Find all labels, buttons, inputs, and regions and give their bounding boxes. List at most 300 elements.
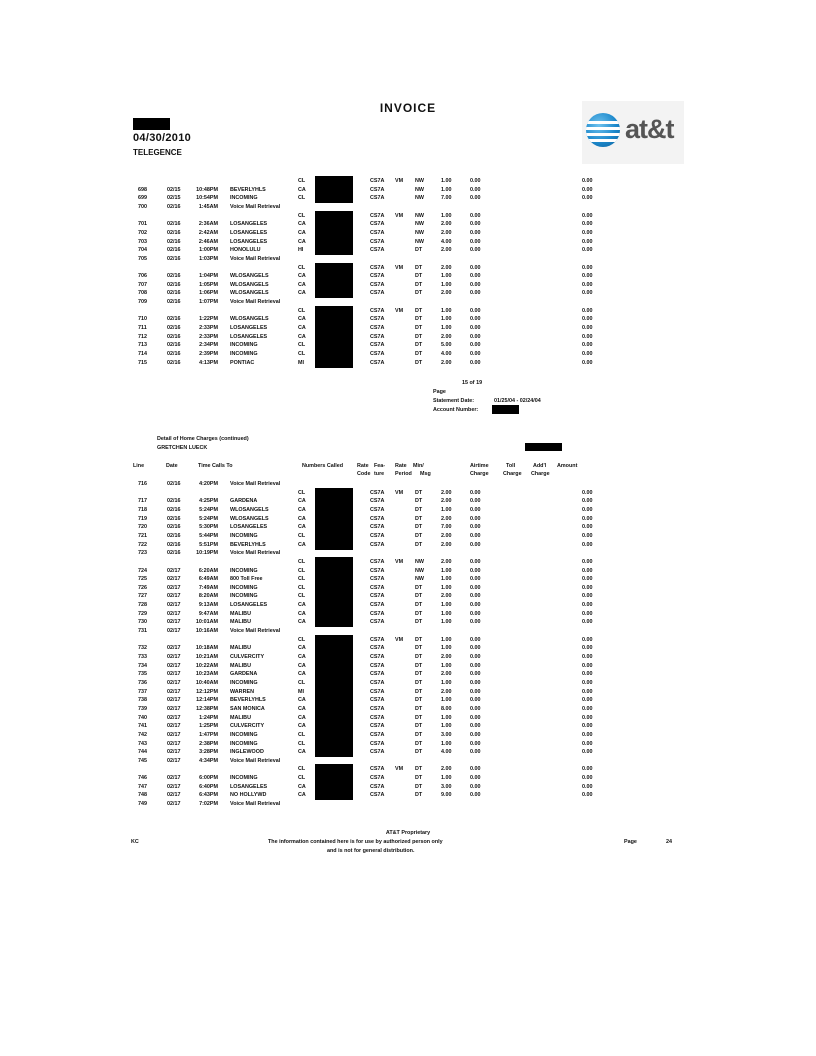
airtime-charge: 0.00 — [470, 610, 481, 617]
call-time: 10:01AM — [195, 619, 218, 626]
called-state: CL — [298, 178, 306, 184]
rate-period: DT — [415, 783, 423, 790]
called-state: MI — [298, 688, 304, 695]
call-date: 02/17 — [167, 783, 181, 790]
airtime-charge: 0.00 — [470, 524, 481, 531]
minutes: 2.00 — [441, 264, 452, 271]
rate-period: DT — [415, 705, 423, 712]
rate-code: CS7A — [370, 636, 385, 643]
minutes: 1.00 — [441, 186, 452, 193]
called-place: INCOMING — [230, 775, 258, 782]
amount: 0.00 — [582, 731, 593, 738]
table-row — [0, 358, 816, 368]
called-place: Voice Mail Retrieval — [230, 299, 281, 306]
call-time: 3:28PM — [199, 749, 218, 756]
rate-period: DT — [415, 654, 423, 660]
line-number: 743 — [138, 740, 147, 747]
rate-code: CS7A — [370, 186, 385, 193]
page-counter: 15 of 19 — [462, 380, 483, 386]
line-number: 698 — [138, 186, 147, 193]
airtime-charge: 0.00 — [470, 593, 481, 600]
called-state: CA — [298, 749, 306, 756]
call-time: 4:25PM — [199, 498, 218, 505]
rate-code: CS7A — [370, 506, 385, 513]
minutes: 2.00 — [441, 593, 452, 600]
minutes: 2.00 — [441, 333, 452, 340]
minutes: 2.00 — [441, 498, 452, 505]
airtime-charge: 0.00 — [470, 602, 481, 609]
airtime-charge: 0.00 — [470, 723, 481, 730]
amount: 0.00 — [582, 662, 593, 669]
airtime-charge: 0.00 — [470, 731, 481, 738]
line-number: 747 — [138, 783, 147, 790]
line-number: 701 — [138, 221, 147, 228]
col-rate-period-2: Period — [395, 471, 412, 477]
footer-page-label: Page — [624, 839, 637, 845]
line-number: 712 — [138, 333, 147, 340]
called-place: MALIBU — [230, 714, 251, 721]
rate-code: CS7A — [370, 654, 385, 660]
amount: 0.00 — [582, 775, 593, 782]
called-state: CL — [298, 740, 306, 747]
called-place: LOSANGELES — [230, 229, 268, 236]
col-feature: Fea- — [374, 463, 386, 469]
minutes: 1.00 — [441, 307, 452, 314]
col-rate-2: Code — [357, 471, 371, 477]
rate-code: CS7A — [370, 567, 385, 574]
call-time: 2:42AM — [198, 229, 218, 236]
call-time: 6:43PM — [199, 792, 218, 799]
airtime-charge: 0.00 — [470, 766, 481, 773]
call-time: 1:03PM — [199, 255, 218, 262]
minutes: 2.00 — [441, 766, 452, 773]
call-time: 8:20AM — [198, 593, 218, 600]
call-time: 1:04PM — [199, 273, 218, 280]
rate-code: CS7A — [370, 584, 385, 591]
line-number: 717 — [138, 498, 147, 505]
called-state: CL — [298, 584, 306, 591]
call-time: 10:19PM — [196, 550, 218, 557]
footer-page-number: 24 — [666, 839, 672, 845]
called-state: CA — [298, 186, 306, 193]
line-number: 722 — [138, 541, 147, 548]
minutes: 1.00 — [441, 584, 452, 591]
amount: 0.00 — [582, 229, 593, 236]
call-date: 02/17 — [167, 593, 181, 600]
col-toll-2: Charge — [503, 471, 522, 477]
rate-period: DT — [415, 792, 423, 799]
amount: 0.00 — [582, 567, 593, 574]
rate-code: CS7A — [370, 602, 385, 609]
airtime-charge: 0.00 — [470, 351, 481, 357]
call-date: 02/16 — [167, 221, 181, 228]
called-state: CA — [298, 325, 306, 332]
amount: 0.00 — [582, 532, 593, 539]
line-number: 739 — [138, 705, 147, 712]
footer-notice-1: The information contained here is for use by authorized person only — [268, 839, 443, 845]
called-state: CL — [298, 264, 306, 271]
called-place: MALIBU — [230, 662, 251, 669]
called-place: Voice Mail Retrieval — [230, 757, 281, 764]
airtime-charge: 0.00 — [470, 645, 481, 652]
line-number: 748 — [138, 792, 147, 799]
amount: 0.00 — [582, 238, 593, 245]
called-state: CA — [298, 290, 306, 297]
airtime-charge: 0.00 — [470, 688, 481, 695]
amount: 0.00 — [582, 515, 593, 522]
called-place: WLOSANGELS — [230, 506, 269, 513]
called-place: CULVERCITY — [230, 723, 265, 730]
airtime-charge: 0.00 — [470, 316, 481, 323]
called-state: CA — [298, 783, 306, 790]
call-date: 02/16 — [167, 515, 181, 522]
rate-code: CS7A — [370, 740, 385, 747]
line-number: 714 — [138, 351, 147, 357]
rate-code: CS7A — [370, 610, 385, 617]
minutes: 1.00 — [441, 662, 452, 669]
col-addl-2: Charge — [531, 471, 550, 477]
minutes: 5.00 — [441, 342, 452, 349]
rate-period: DT — [415, 662, 423, 669]
call-date: 02/17 — [167, 697, 181, 704]
call-date: 02/17 — [167, 705, 181, 712]
line-number: 720 — [138, 524, 147, 531]
call-date: 02/16 — [167, 316, 181, 323]
airtime-charge: 0.00 — [470, 333, 481, 340]
call-date: 02/17 — [167, 610, 181, 617]
airtime-charge: 0.00 — [470, 515, 481, 522]
rate-code: CS7A — [370, 671, 385, 678]
rate-period: DT — [415, 619, 423, 626]
rate-period: DT — [415, 723, 423, 730]
rate-code: CS7A — [370, 749, 385, 756]
rate-code: CS7A — [370, 645, 385, 652]
amount: 0.00 — [582, 524, 593, 531]
minutes: 1.00 — [441, 610, 452, 617]
call-time: 4:20PM — [199, 481, 218, 487]
called-state: CA — [298, 281, 306, 288]
amount: 0.00 — [582, 783, 593, 790]
rate-code: CS7A — [370, 247, 385, 254]
called-place: NO HOLLYWD — [230, 792, 267, 799]
rate-code: CS7A — [370, 264, 385, 271]
amount: 0.00 — [582, 307, 593, 314]
minutes: 4.00 — [441, 238, 452, 245]
rate-period: DT — [415, 273, 423, 280]
called-place: LOSANGELES — [230, 783, 268, 790]
called-state: CA — [298, 229, 306, 236]
call-time: 4:13PM — [199, 359, 218, 366]
minutes: 1.00 — [441, 506, 452, 513]
called-place: WLOSANGELS — [230, 316, 269, 323]
airtime-charge: 0.00 — [470, 775, 481, 782]
rate-period: NW — [415, 178, 424, 184]
call-time: 10:18AM — [195, 645, 218, 652]
minutes: 1.00 — [441, 316, 452, 323]
call-time: 4:34PM — [199, 757, 218, 764]
rate-period: DT — [415, 247, 423, 254]
rate-period: DT — [415, 316, 423, 323]
redaction-bar — [492, 405, 519, 414]
call-time: 7:49AM — [198, 584, 218, 591]
call-date: 02/17 — [167, 662, 181, 669]
rate-period: DT — [415, 766, 423, 773]
line-number: 713 — [138, 342, 147, 349]
line-number: 710 — [138, 316, 147, 323]
minutes: 2.00 — [441, 654, 452, 660]
called-place: Voice Mail Retrieval — [230, 801, 281, 808]
call-time: 2:46AM — [198, 238, 218, 245]
minutes: 1.00 — [441, 697, 452, 704]
called-place: LOSANGELES — [230, 238, 268, 245]
rate-code: CS7A — [370, 524, 385, 531]
rate-code: CS7A — [370, 498, 385, 505]
call-time: 1:47PM — [199, 731, 218, 738]
col-toll: Toll — [506, 463, 516, 469]
airtime-charge: 0.00 — [470, 532, 481, 539]
amount: 0.00 — [582, 740, 593, 747]
line-number: 705 — [138, 255, 147, 262]
minutes: 1.00 — [441, 740, 452, 747]
rate-period: DT — [415, 307, 423, 314]
rate-code: CS7A — [370, 316, 385, 323]
called-place: MALIBU — [230, 610, 251, 617]
rate-period: DT — [415, 333, 423, 340]
rate-period: NW — [415, 558, 424, 565]
invoice-title: INVOICE — [379, 101, 437, 115]
called-place: WLOSANGELS — [230, 273, 269, 280]
called-place: PONTIAC — [230, 359, 255, 366]
amount: 0.00 — [582, 679, 593, 686]
call-time: 1:00PM — [199, 247, 218, 254]
line-number: 735 — [138, 671, 147, 678]
airtime-charge: 0.00 — [470, 307, 481, 314]
line-number: 744 — [138, 749, 147, 756]
line-number: 728 — [138, 602, 147, 609]
call-time: 1:06PM — [199, 290, 218, 297]
called-place: LOSANGELES — [230, 333, 268, 340]
feature: VM — [395, 307, 404, 314]
minutes: 1.00 — [441, 602, 452, 609]
called-state: CL — [298, 532, 306, 539]
col-addl: Add'l — [533, 463, 547, 469]
line-number: 725 — [138, 576, 147, 583]
airtime-charge: 0.00 — [470, 281, 481, 288]
call-date: 02/16 — [167, 351, 181, 357]
rate-period: DT — [415, 515, 423, 522]
rate-period: DT — [415, 584, 423, 591]
amount: 0.00 — [582, 610, 593, 617]
redaction-bar — [315, 358, 353, 368]
rate-period: DT — [415, 532, 423, 539]
col-amount: Amount — [557, 463, 578, 469]
rate-code: CS7A — [370, 212, 385, 219]
airtime-charge: 0.00 — [470, 705, 481, 712]
call-date: 02/16 — [167, 290, 181, 297]
rate-period: DT — [415, 506, 423, 513]
airtime-charge: 0.00 — [470, 238, 481, 245]
account-number-label: Account Number: — [433, 407, 479, 413]
line-number: 742 — [138, 731, 147, 738]
airtime-charge: 0.00 — [470, 584, 481, 591]
minutes: 2.00 — [441, 489, 452, 496]
call-date: 02/16 — [167, 247, 181, 254]
feature: VM — [395, 489, 404, 496]
call-time: 1:45AM — [198, 203, 218, 210]
feature: VM — [395, 766, 404, 773]
line-number: 741 — [138, 723, 147, 730]
rate-period: DT — [415, 290, 423, 297]
called-state: CA — [298, 610, 306, 617]
minutes: 2.00 — [441, 359, 452, 366]
called-state: CA — [298, 524, 306, 531]
called-state: CL — [298, 195, 306, 202]
called-place: BEVERLYHLS — [230, 186, 266, 193]
rate-period: DT — [415, 749, 423, 756]
call-date: 02/17 — [167, 567, 181, 574]
amount: 0.00 — [582, 178, 593, 184]
called-place: LOSANGELES — [230, 221, 268, 228]
footer-proprietary: AT&T Proprietary — [385, 830, 431, 836]
called-state: CL — [298, 636, 306, 643]
rate-code: CS7A — [370, 342, 385, 349]
rate-code: CS7A — [370, 221, 385, 228]
call-time: 5:30PM — [199, 524, 218, 531]
airtime-charge: 0.00 — [470, 671, 481, 678]
amount: 0.00 — [582, 766, 593, 773]
airtime-charge: 0.00 — [470, 195, 481, 202]
called-state: MI — [298, 359, 304, 366]
call-time: 10:22AM — [195, 662, 218, 669]
minutes: 2.00 — [441, 541, 452, 548]
airtime-charge: 0.00 — [470, 576, 481, 583]
rate-code: CS7A — [370, 238, 385, 245]
amount: 0.00 — [582, 636, 593, 643]
amount: 0.00 — [582, 576, 593, 583]
rate-code: CS7A — [370, 688, 385, 695]
called-place: SAN MONICA — [230, 705, 265, 712]
minutes: 1.00 — [441, 679, 452, 686]
minutes: 1.00 — [441, 178, 452, 184]
called-place: INCOMING — [230, 731, 258, 738]
called-state: CA — [298, 515, 306, 522]
airtime-charge: 0.00 — [470, 325, 481, 332]
amount: 0.00 — [582, 654, 593, 660]
minutes: 2.00 — [441, 532, 452, 539]
rate-period: DT — [415, 688, 423, 695]
rate-period: DT — [415, 610, 423, 617]
feature: VM — [395, 636, 404, 643]
line-number: 703 — [138, 238, 147, 245]
line-number: 727 — [138, 593, 147, 600]
call-time: 10:54PM — [196, 195, 218, 202]
call-time: 10:23AM — [195, 671, 218, 678]
call-time: 1:24PM — [199, 714, 218, 721]
amount: 0.00 — [582, 714, 593, 721]
rate-period: DT — [415, 593, 423, 600]
called-state: CA — [298, 273, 306, 280]
called-state: CA — [298, 316, 306, 323]
line-number: 700 — [138, 203, 147, 210]
call-date: 02/16 — [167, 273, 181, 280]
amount: 0.00 — [582, 342, 593, 349]
call-time: 5:51PM — [199, 541, 218, 548]
call-date: 02/15 — [167, 195, 181, 202]
called-state: CL — [298, 731, 306, 738]
airtime-charge: 0.00 — [470, 489, 481, 496]
amount: 0.00 — [582, 264, 593, 271]
col-rate-period: Rate — [395, 463, 407, 469]
line-number: 745 — [138, 757, 147, 764]
rate-period: DT — [415, 264, 423, 271]
amount: 0.00 — [582, 506, 593, 513]
rate-period: DT — [415, 359, 423, 366]
logo-text: at&t — [625, 114, 674, 144]
amount: 0.00 — [582, 351, 593, 357]
rate-code: CS7A — [370, 178, 385, 184]
line-number: 709 — [138, 299, 147, 306]
called-state: CA — [298, 506, 306, 513]
feature: VM — [395, 558, 404, 565]
called-state: CL — [298, 351, 306, 357]
call-time: 6:40PM — [199, 783, 218, 790]
call-date: 02/16 — [167, 541, 181, 548]
rate-code: CS7A — [370, 515, 385, 522]
called-place: GARDENA — [230, 671, 258, 678]
line-number: 706 — [138, 273, 147, 280]
call-date: 02/16 — [167, 203, 181, 210]
minutes: 4.00 — [441, 749, 452, 756]
call-date: 02/17 — [167, 801, 181, 808]
rate-code: CS7A — [370, 783, 385, 790]
att-logo — [582, 101, 684, 164]
minutes: 2.00 — [441, 688, 452, 695]
line-number: 707 — [138, 281, 147, 288]
line-number: 736 — [138, 679, 147, 686]
called-state: CA — [298, 723, 306, 730]
airtime-charge: 0.00 — [470, 273, 481, 280]
line-number: 711 — [138, 325, 147, 332]
rate-code: CS7A — [370, 273, 385, 280]
rate-code: CS7A — [370, 731, 385, 738]
call-date: 02/17 — [167, 749, 181, 756]
called-state: CL — [298, 489, 306, 496]
detail-title: Detail of Home Charges (continued) — [157, 436, 249, 442]
minutes: 9.00 — [441, 792, 452, 799]
call-date: 02/17 — [167, 619, 181, 626]
call-time: 5:24PM — [199, 506, 218, 513]
called-state: CA — [298, 541, 306, 548]
rate-period: DT — [415, 645, 423, 652]
minutes: 1.00 — [441, 714, 452, 721]
called-state: CL — [298, 679, 306, 686]
line-number: 734 — [138, 662, 147, 669]
rate-period: DT — [415, 740, 423, 747]
line-number: 724 — [138, 567, 147, 574]
call-time: 6:00PM — [199, 775, 218, 782]
airtime-charge: 0.00 — [470, 714, 481, 721]
rate-code: CS7A — [370, 558, 385, 565]
col-min-2: Msg — [420, 471, 431, 477]
airtime-charge: 0.00 — [470, 740, 481, 747]
rate-code: CS7A — [370, 619, 385, 626]
airtime-charge: 0.00 — [470, 178, 481, 184]
called-place: CULVERCITY — [230, 654, 265, 660]
call-time: 2:38PM — [199, 740, 218, 747]
feature: VM — [395, 264, 404, 271]
rate-period: DT — [415, 342, 423, 349]
rate-code: CS7A — [370, 290, 385, 297]
